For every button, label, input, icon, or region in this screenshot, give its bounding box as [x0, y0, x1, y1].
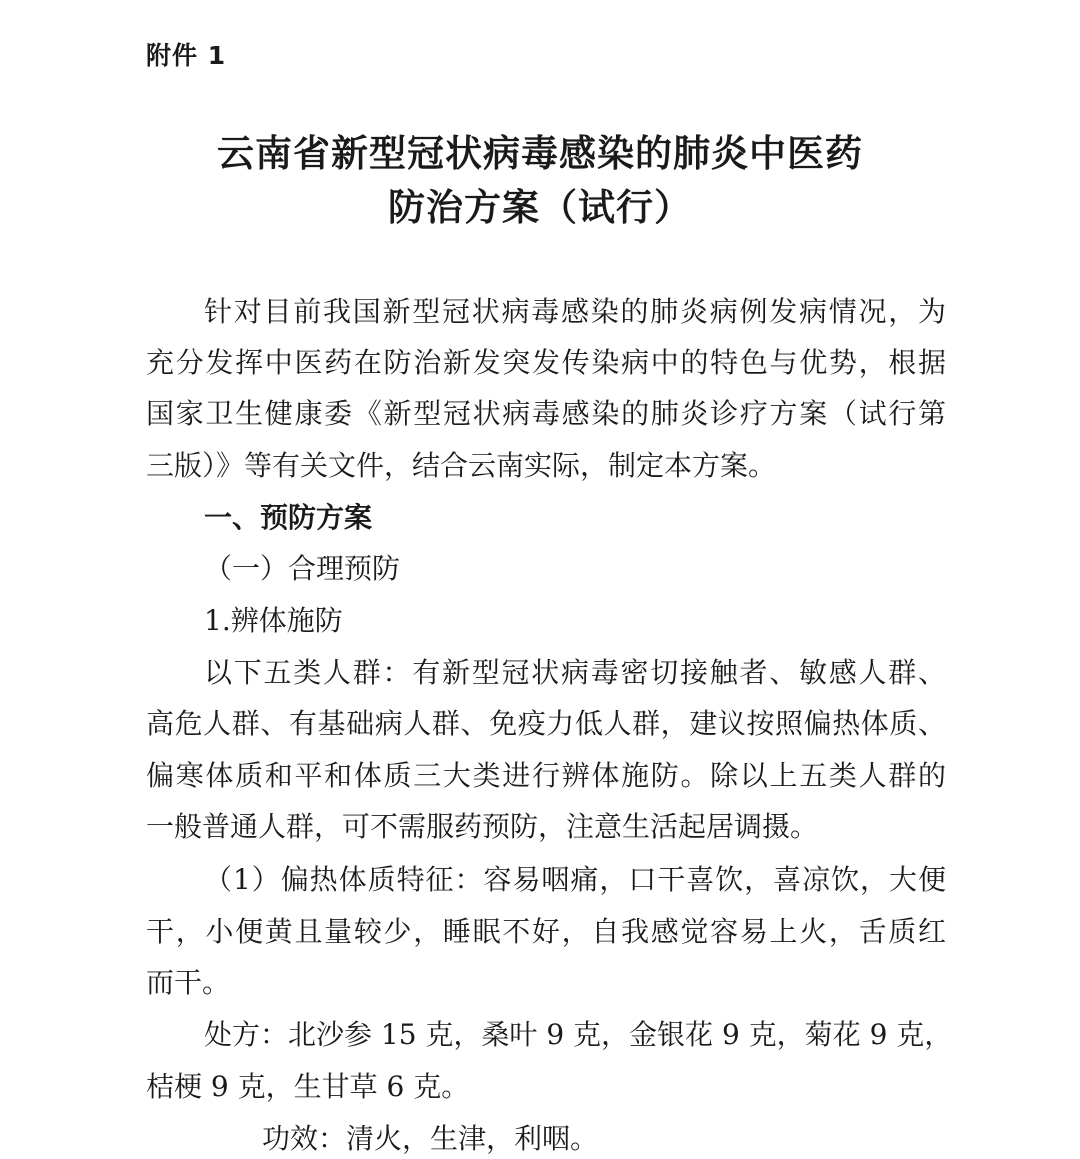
intro-line-4: 三版）》等有关文件，结合云南实际，制定本方案。 [146, 449, 777, 482]
constitution-1-line-1: （1）偏热体质特征：容易咽痛，口干喜饮，喜凉饮，大便 [204, 863, 946, 896]
document-title-line-1: 云南省新型冠状病毒感染的肺炎中医药 [217, 132, 863, 175]
subsection-heading-reasonable-prevention: （一）合理预防 [204, 552, 401, 585]
item-heading-constitution-prevention: 1.辨体施防 [204, 604, 343, 637]
document-title-line-2: 防治方案（试行） [388, 186, 692, 229]
prescription-1-line-1: 处方：北沙参 15 克，桑叶 9 克，金银花 9 克，菊花 9 克， [204, 1018, 953, 1051]
efficacy-1-line: 功效：清火，生津，利咽。 [262, 1122, 599, 1155]
prescription-1-line-2: 桔梗 9 克，生甘草 6 克。 [146, 1070, 470, 1103]
intro-line-1: 针对目前我国新型冠状病毒感染的肺炎病例发病情况，为 [204, 295, 946, 328]
constitution-1-line-2: 干，小便黄且量较少，睡眠不好，自我感觉容易上火，舌质红 [146, 915, 946, 948]
item-body-line-3: 偏寒体质和平和体质三大类进行辨体施防。除以上五类人群的 [146, 759, 946, 792]
attachment-label: 附件 1 [146, 41, 227, 70]
item-body-line-2: 高危人群、有基础病人群、免疫力低人群，建议按照偏热体质、 [146, 707, 946, 740]
section-heading-prevention: 一、预防方案 [204, 501, 373, 534]
intro-line-3: 国家卫生健康委《新型冠状病毒感染的肺炎诊疗方案（试行第 [146, 397, 946, 430]
item-body-line-4: 一般普通人群，可不需服药预防，注意生活起居调摄。 [146, 810, 819, 843]
intro-line-2: 充分发挥中医药在防治新发突发传染病中的特色与优势，根据 [146, 346, 946, 379]
constitution-1-line-3: 而干。 [146, 966, 231, 999]
item-body-line-1: 以下五类人群：有新型冠状病毒密切接触者、敏感人群、 [204, 656, 946, 689]
